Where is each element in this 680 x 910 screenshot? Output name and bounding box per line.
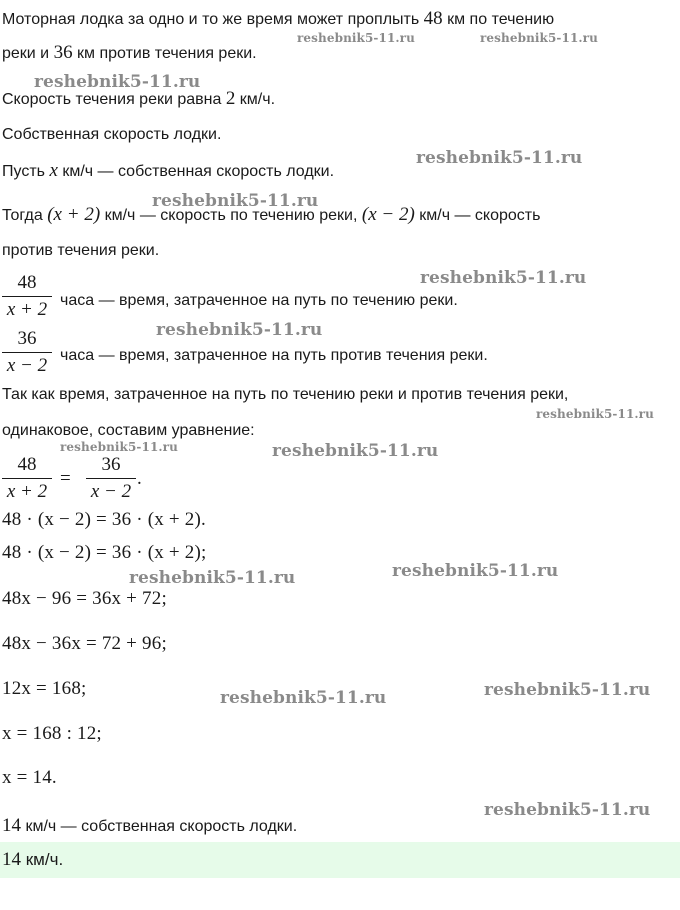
equation-equals-sign: =	[60, 468, 71, 489]
fraction-bar	[2, 296, 52, 297]
problem-line-2: реки и 36 км против течения реки.	[2, 42, 257, 63]
equation-step-1: 48 · (x − 2) = 36 · (x + 2).	[2, 509, 206, 530]
answer-box	[0, 842, 680, 878]
equation-period: .	[137, 468, 142, 489]
fraction-bar	[86, 478, 136, 479]
watermark: reshebnik5-11.ru	[420, 268, 587, 288]
time-downstream-text: часа — время, затраченное на путь по течению реки.	[60, 292, 458, 309]
watermark: reshebnik5-11.ru	[392, 561, 559, 581]
since-statement: Так как время, затраченное на путь по течению реки и против течения реки,	[2, 386, 569, 403]
since-statement-cont: одинаковое, составим уравнение:	[2, 422, 255, 439]
answer-text: 14 км/ч.	[2, 849, 64, 870]
watermark: reshebnik5-11.ru	[480, 31, 598, 45]
conclusion: 14 км/ч — собственная скорость лодки.	[2, 815, 298, 836]
fraction-bar	[2, 352, 52, 353]
watermark: reshebnik5-11.ru	[416, 148, 583, 168]
watermark: reshebnik5-11.ru	[220, 688, 387, 708]
watermark: reshebnik5-11.ru	[152, 191, 319, 211]
time-upstream-text: часа — время, затраченное на путь против течения реки.	[60, 347, 488, 364]
watermark: reshebnik5-11.ru	[156, 320, 323, 340]
watermark: reshebnik5-11.ru	[272, 441, 439, 461]
fraction-bar	[2, 478, 52, 479]
find-statement: Собственная скорость лодки.	[2, 126, 222, 143]
watermark: reshebnik5-11.ru	[484, 680, 651, 700]
then-statement: Тогда (x + 2) км/ч — скорость по течению реки, (x − 2) км/ч — скорость	[2, 204, 541, 225]
time-downstream-fraction: 48 x + 2	[2, 272, 52, 321]
given-current-speed: Скорость течения реки равна 2 км/ч.	[2, 88, 276, 109]
equation-left-fraction: 48 x + 2	[2, 454, 52, 503]
then-statement-cont: против течения реки.	[2, 242, 160, 259]
problem-line-1: Моторная лодка за одно и то же время может проплыть 48 км по течению	[2, 8, 555, 29]
equation-right-fraction: 36 x − 2	[86, 454, 136, 503]
watermark: reshebnik5-11.ru	[536, 407, 654, 421]
time-upstream-fraction: 36 x − 2	[2, 328, 52, 377]
equation-step-6: x = 168 : 12;	[2, 723, 102, 744]
watermark: reshebnik5-11.ru	[297, 31, 415, 45]
equation-step-2: 48 · (x − 2) = 36 · (x + 2);	[2, 542, 207, 563]
equation-step-3: 48x − 96 = 36x + 72;	[2, 588, 167, 609]
equation-step-5: 12x = 168;	[2, 678, 87, 699]
watermark: reshebnik5-11.ru	[129, 568, 296, 588]
let-statement: Пусть x км/ч — собственная скорость лодки.	[2, 160, 335, 181]
watermark: reshebnik5-11.ru	[60, 440, 178, 454]
equation-step-7: x = 14.	[2, 767, 57, 788]
equation-step-4: 48x − 36x = 72 + 96;	[2, 633, 167, 654]
watermark: reshebnik5-11.ru	[34, 72, 201, 92]
watermark: reshebnik5-11.ru	[484, 800, 651, 820]
